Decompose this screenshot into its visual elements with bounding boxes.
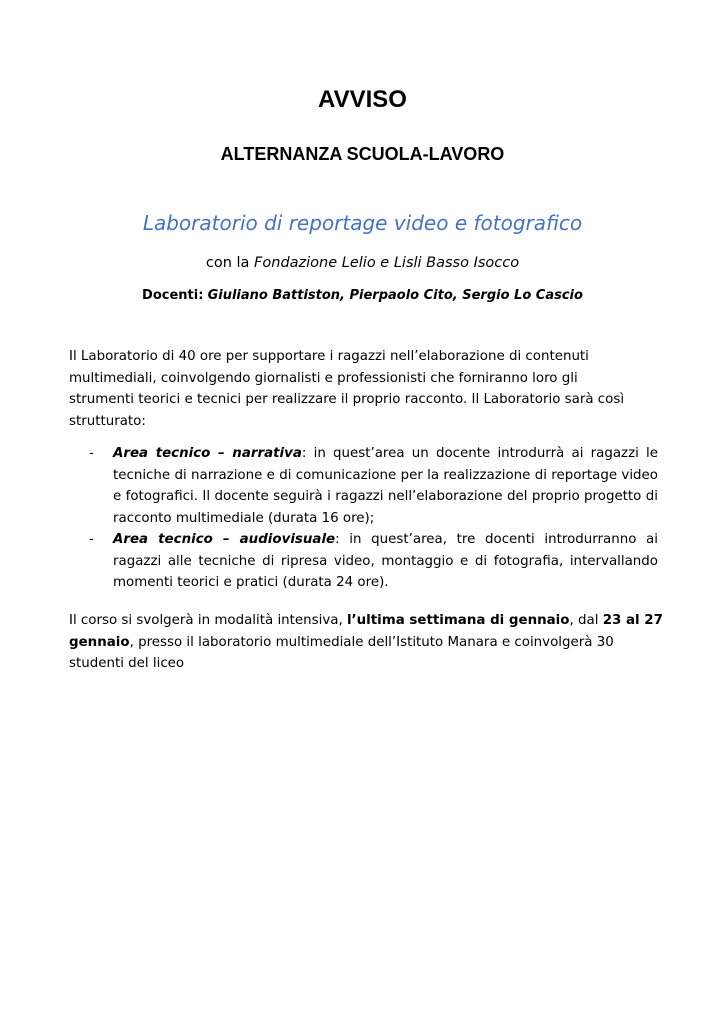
list-dash: -	[89, 446, 94, 461]
lab-title: Laboratorio di reportage video e fotografico	[142, 211, 583, 235]
intro-line: Il Laboratorio di 40 ore per supportare i ragazzi nell’elaborazione di contenuti	[69, 349, 589, 364]
page-subtitle: ALTERNANZA SCUOLA-LAVORO	[220, 144, 505, 164]
area-description: : in quest’area un docente introdurrà ai ragazzi le tecniche di narrazione e di comunicazione per la realizzazione di reportage video e fotografici. Il docente seguirà i ragazzi nell’elaborazione del proprio progetto di racconto multimediale (durata 16 ore);	[113, 446, 658, 526]
closing-line	[69, 632, 658, 654]
closing-line	[69, 610, 663, 632]
closing-dates: 23 al 27	[602, 613, 663, 628]
closing-text: , presso il laboratorio multimediale dell’Istituto Manara e coinvolgerà 30	[129, 634, 614, 650]
areas-list	[69, 443, 658, 594]
teachers-label: Docenti:	[142, 288, 204, 303]
teachers-line	[0, 285, 725, 307]
list-item	[69, 443, 658, 529]
closing-text: Il corso si svolgerà in modalità intensiva,	[69, 613, 347, 628]
closing-line: studenti del liceo	[69, 656, 185, 671]
closing-text: , dal	[569, 613, 603, 628]
list-dash: -	[89, 532, 94, 547]
area-name: Area tecnico – audiovisuale	[113, 532, 336, 547]
closing-month: gennaio	[69, 634, 130, 650]
area-name: Area tecnico – narrativa	[113, 446, 302, 461]
list-item	[69, 529, 658, 594]
foundation-prefix: con la	[205, 255, 255, 271]
intro-line: strumenti teorici e tecnici per realizzare il proprio racconto. Il Laboratorio sarà così	[69, 392, 625, 407]
intro-paragraph	[69, 346, 658, 432]
intro-line: multimediali, coinvolgendo giornalisti e professionisti che forniranno loro gli	[69, 370, 578, 386]
foundation-name: Fondazione Lelio e Lisli Basso Isocco	[254, 255, 520, 271]
teachers-names: Giuliano Battiston, Pierpaolo Cito, Sergio Lo Cascio	[207, 288, 583, 303]
intro-line: strutturato:	[69, 413, 146, 429]
closing-paragraph	[69, 610, 663, 675]
page-title: AVVISO	[318, 86, 407, 113]
area-description: : in quest’area, tre docenti introdurranno ai ragazzi alle tecniche di ripresa video, montaggio e di fotografia, intervallando momenti teorici e pratici (durata 24 ore).	[113, 532, 658, 590]
closing-emphasis: l’ultima settimana di gennaio	[346, 613, 570, 628]
foundation-line	[0, 251, 725, 275]
